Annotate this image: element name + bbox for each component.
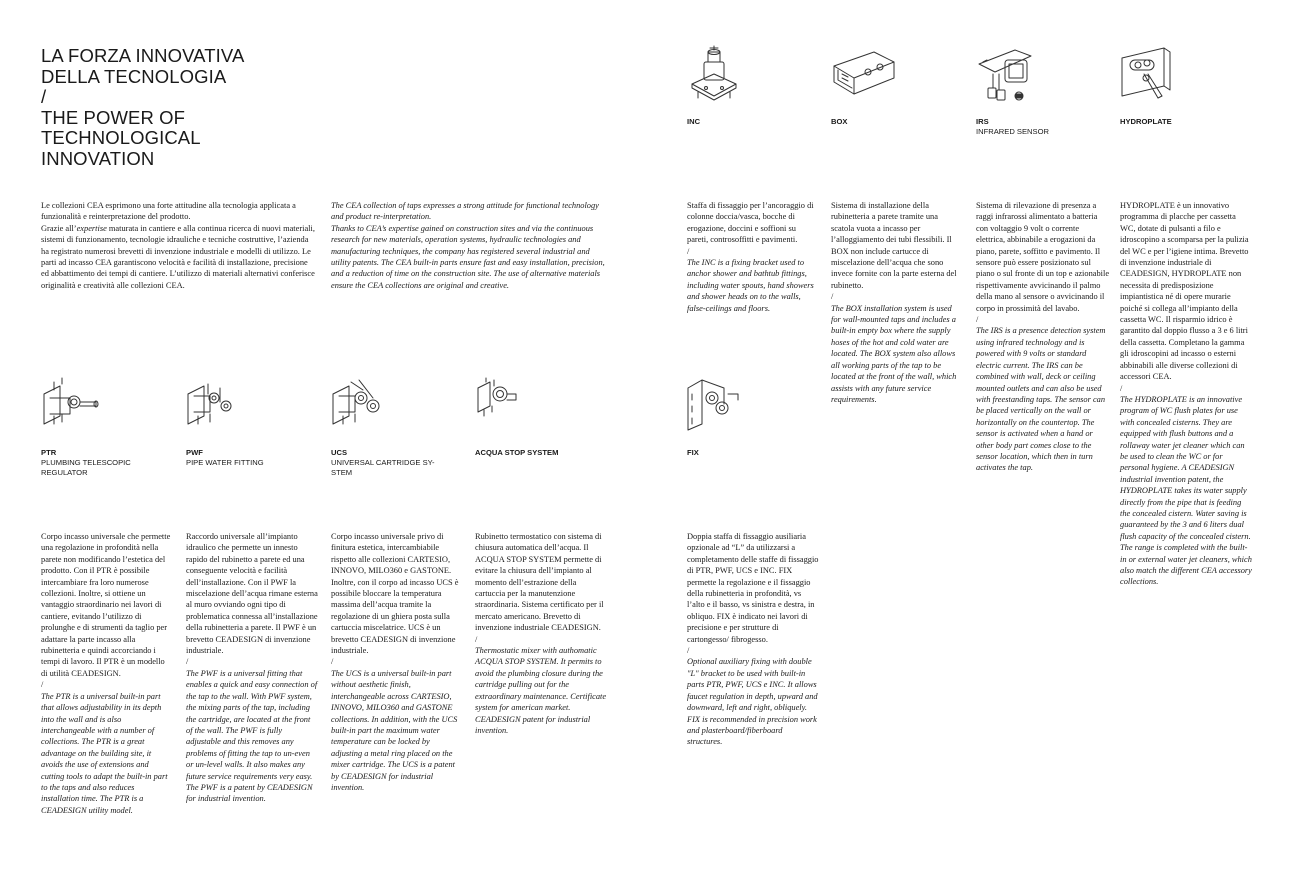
infrared-sensor-icon <box>975 44 1045 108</box>
description-italian: Rubinetto termostatico con sistema di chiusura automatica dell’acqua. Il ACQUA STOP SYSTEM permette di evitare la chiusura dell’impianto al momento dell’estrazione della cartuccia per la manutenzione straordinaria. Sistema certificato per il mercato americano. Brevetto di invenzione industriale CEADESIGN. <box>475 532 604 633</box>
ptr-telescopic-icon <box>40 376 102 428</box>
box-installation-icon <box>828 44 900 104</box>
product-name: UCS <box>331 448 348 457</box>
product-name: HYDROPLATE <box>1120 117 1172 126</box>
product-text-fix <box>687 531 819 748</box>
product-text-inc <box>687 200 819 314</box>
product-subtitle: INFRARED SENSOR <box>976 126 1049 136</box>
product-subtitle: UNIVERSAL CARTRIDGE SY-STEM <box>331 457 435 477</box>
product-subtitle: PLUMBING TELESCOPIC REGULATOR <box>41 457 131 477</box>
description-english: The INC is a fixing bracket used to anchor shower and bathtub fittings, including water spouts, hand showers and shower heads on to the walls, false-ceilings and floors. <box>687 258 814 313</box>
title-line: TECHNOLOGICAL <box>41 127 201 149</box>
separator: / <box>475 634 478 644</box>
product-name: PWF <box>186 448 203 457</box>
title-line: THE POWER OF <box>41 106 186 128</box>
product-name: BOX <box>831 117 848 126</box>
product-label-ptr <box>41 448 171 477</box>
description-english: The HYDROPLATE is an innovative program of WC flush plates for use with concealed cisterns. They are equipped with flush buttons and a rollaway water jet cleaner which can be used to clean the WC or for personal hygiene. A CEADESIGN industrial invention patent, the HYDROPLATE takes its water supply directly from the pipe that is feeding the concealed cistern. Water saving is guaranteed by the 3 and 6 liters dual flush capacity of the concealed cistern. The range is completed with the built-in or external water jet cleaners, which also match the different CEA accessory collections. <box>1120 394 1252 587</box>
fix-bracket-icon <box>684 374 744 432</box>
description-english: The UCS is a universal built-in part without aesthetic finish, interchangeable across CARTESIO, INNOVO, MILO360 and GASTONE collections. In addition, with the UCS built-in part the maximum water temperature can be locked by adjusting a metal ring placed on the mixer cartridge. The UCS is a patent by CEADESIGN for industrial invention. <box>331 668 458 792</box>
product-name: PTR <box>41 448 57 457</box>
description-italian: HYDROPLATE è un innovativo programma di placche per cassetta WC, dotate di pulsanti a filo e idroscopino a scomparsa per la pulizia del WC e per l’igiene intima. Brevetto di invenzione industriale di CEADESIGN, HYDROPLATE non necessita di predisposizione impiantistica né di opere murarie poiché si collega all’impianto della cassetta WC. Il risparmio idrico è garantito dal doppio flusso a 3 e 6 litri della cassetta. Completano la gamma gli idroscopini ad incasso o esterni abbinabili alle diverse collezioni di accessori CEA. <box>1120 201 1249 382</box>
product-text-ucs <box>331 531 463 793</box>
pwf-fitting-icon <box>184 376 246 428</box>
description-italian: Doppia staffa di fissaggio ausiliaria opzionale ad “L” da utilizzarsi a completamento delle staffe di fissaggio di PTR, PWF, UCS e INC. FIX permette la regolazione e il fissaggio della rubinetteria in profondità, vs l’alto e il basso, vs sinistra e destra, in obliquo. FIX è indicato nei lavori di precisione e per strutture di cartongesso/ fibrogesso. <box>687 532 819 644</box>
title-line: / <box>41 86 47 108</box>
product-label-acqua-stop <box>475 448 615 458</box>
title-line: INNOVATION <box>41 147 155 169</box>
separator: / <box>1120 383 1123 393</box>
product-text-acqua-stop <box>475 531 607 736</box>
separator: / <box>186 657 189 667</box>
intro-english <box>331 200 607 291</box>
description-english: Thermostatic mixer with authomatic ACQUA STOP SYSTEM. It permits to avoid the plumbing closure during the cartridge pulling out for the extraordinary maintenance. Certificate system for american market. CEADESIGN patent for industrial invention. <box>475 646 607 735</box>
description-english: Optional auxiliary fixing with double "L" bracket to be used with built-in parts PTR, PWF, UCS e INC. It allows faucet regulation in depth, upward and downward, left and right, obliquely. FIX is recommended in precision work and plasterboard/fiberboard structures. <box>687 657 818 747</box>
intro-text: maturata in cantiere e alla continua ricerca di nuovi materiali, sistemi di funzionamento, tecnologie idrauliche e tecniche costruttive, l’azienda ha registrato numerosi brevetti di invenzione industriale e modelli di utilizzo. Le parti ad incasso CEA garantiscono velocità e facilità di installazione, precisione ed abbattimento dei tempi di cantiere. L’utilizzo di materiali alternativi conferisce originalità e creatività alle collezioni CEA. <box>41 223 315 290</box>
intro-italian <box>41 200 317 291</box>
product-name: ACQUA STOP SYSTEM <box>475 448 559 457</box>
separator: / <box>687 646 690 656</box>
intro-text: Grazie all’ <box>41 223 77 233</box>
description-italian: Corpo incasso universale che permette una regolazione in profondità nella parete non modificando l’estetica del prodotto. Con il PTR è possibile intercambiare fra loro numerose collezioni. Inoltre, si ottiene un vantaggio straordinario nei lavori di cantiere, evitando l’utilizzo di prolunghe e di strumenti da taglio per adattare la parte incasso alla rubinetteria e quindi accorciando i tempi di lavoro. Il PTR è un modello di utilità CEADESIGN. <box>41 532 171 678</box>
title-line: LA FORZA INNOVATIVA <box>41 45 245 66</box>
page-title <box>41 46 341 170</box>
description-italian: Sistema di rilevazione di presenza a raggi infrarossi alimentato a batteria con voltaggio 9 volt o corrente elettrica, abbinabile a erogazioni da piano, parete, soffitto e pavimento. Il sensore può essere posizionato sul piano o sul fronte di un top e azionabile rispettivamente avvicinando il palmo della mano al sensore o avvicinando il corpo in prossimità del lavabo. <box>976 201 1110 313</box>
separator: / <box>976 315 979 325</box>
ucs-cartridge-icon <box>329 376 391 428</box>
description-italian: Corpo incasso universale privo di finitura estetica, intercambiabile rispetto alle collezioni CARTESIO, INNOVO, MILO360 e GASTONE. Inoltre, con il corpo ad incasso UCS è possibile bloccare la temperatura massima dell’acqua tramite la regolazione di un ghiera posta sulla cartuccia miscelatrice. UCS è un brevetto CEADESIGN di invenzione industriale. <box>331 532 459 656</box>
intro-paragraph: Thanks to CEA’s expertise gained on construction sites and via the continuous research for new materials, operation systems, hydraulic technologies and manufacturing techniques, the company has registered several industrial and utility patents. The CEA built-in parts ensure fast and easy installation, precision, and a reduction of time on the construction site. The use of alternative materials ensure the CEA collections are original and creative. <box>331 223 605 290</box>
description-english: The PTR is a universal built-in part that allows adjustability in its depth into the wall and is also interchangeable with a number of collections. The PTR is a great advantage on the building site, it avoids the use of extensions and cutting tools to adapt the built-in part to the taps and also reduces installation time. The PTR is a CEADESIGN utility model. <box>41 691 168 815</box>
product-name: INC <box>687 117 701 126</box>
product-text-box <box>831 200 963 405</box>
product-text-hydroplate <box>1120 200 1252 588</box>
product-label-box <box>831 117 961 127</box>
intro-paragraph: The CEA collection of taps expresses a strong attitude for functional technology and product re-interpretation. <box>331 201 599 222</box>
product-label-hydroplate <box>1120 117 1250 127</box>
product-label-fix <box>687 448 817 458</box>
product-subtitle: PIPE WATER FITTING <box>186 457 264 467</box>
description-english: The IRS is a presence detection system using infrared technology and is powered with 9 volts or standard electric current. The IRS can be combined with wall, deck or ceiling mounted outlets and can also be used with freestanding taps. The sensor can be placed vertically on the wall or horizontally on the countertop. The sensor is activated when a hand or other body part comes close to the sensor location, which then in turn activates the tap. <box>976 326 1106 473</box>
product-label-inc <box>687 117 817 127</box>
intro-emphasis: expertise <box>76 223 107 233</box>
product-name: FIX <box>687 448 699 457</box>
intro-paragraph: Le collezioni CEA esprimono una forte attitudine alla tecnologia applicata a funzionalità e reinterpretazione del prodotto. <box>41 201 296 222</box>
separator: / <box>331 657 334 667</box>
title-line: DELLA TECNOLOGIA <box>41 65 227 87</box>
product-label-ucs <box>331 448 447 477</box>
product-text-ptr <box>41 531 173 816</box>
product-text-irs <box>976 200 1110 474</box>
product-text-pwf <box>186 531 318 805</box>
description-italian: Raccordo universale all’impianto idraulico che permette un innesto rapido del rubinetto a parete ed una conseguente velocità e facilità dell’installazione. Con il PWF la miscelazione dell’acqua rimane esterna al muro ovviando ogni tipo di problematica connessa all’installazione della rubinetteria a parete. Il PWF è un brevetto CEADESIGN di invenzione industriale. <box>186 532 318 656</box>
description-italian: Staffa di fissaggio per l’ancoraggio di colonne doccia/vasca, bocche di erogazione, doccini e soffioni su pareti, controsoffitti e pavimenti. <box>687 201 814 245</box>
separator: / <box>831 292 834 302</box>
product-name: IRS <box>976 117 989 126</box>
product-label-pwf <box>186 448 316 468</box>
description-english: The PWF is a universal fitting that enables a quick and easy connection of the tap to the wall. With PWF system, the mixing parts of the tap, including the cartridge, are located at the front of the wall. The PWF is fully adjustable and this removes any problems of fitting the tap to un-even or un-level walls. It also makes any future service requirements very easy. The PWF is a patent by CEADESIGN for industrial invention. <box>186 668 318 804</box>
product-label-irs <box>976 117 1106 137</box>
hydroplate-icon <box>1118 44 1188 108</box>
description-italian: Sistema di installazione della rubinetteria a parete tramite una scatola vuota a incasso per l’alloggiamento dei tubi flessibili. Il BOX non include cartucce di miscelazione dell’acqua che sono invece fornite con la parte esterna del rubinetto. <box>831 201 957 290</box>
acqua-stop-icon <box>472 376 522 418</box>
separator: / <box>41 680 44 690</box>
separator: / <box>687 246 690 256</box>
description-english: The BOX installation system is used for wall-mounted taps and includes a built-in empty box where the supply hoses of the hot and cold water are located. The BOX system also allows all working parts of the tap to be located at the front of the wall, which assists with any future service requirements. <box>831 303 957 404</box>
inc-bracket-icon <box>684 44 744 104</box>
intro-paragraph <box>41 223 317 291</box>
